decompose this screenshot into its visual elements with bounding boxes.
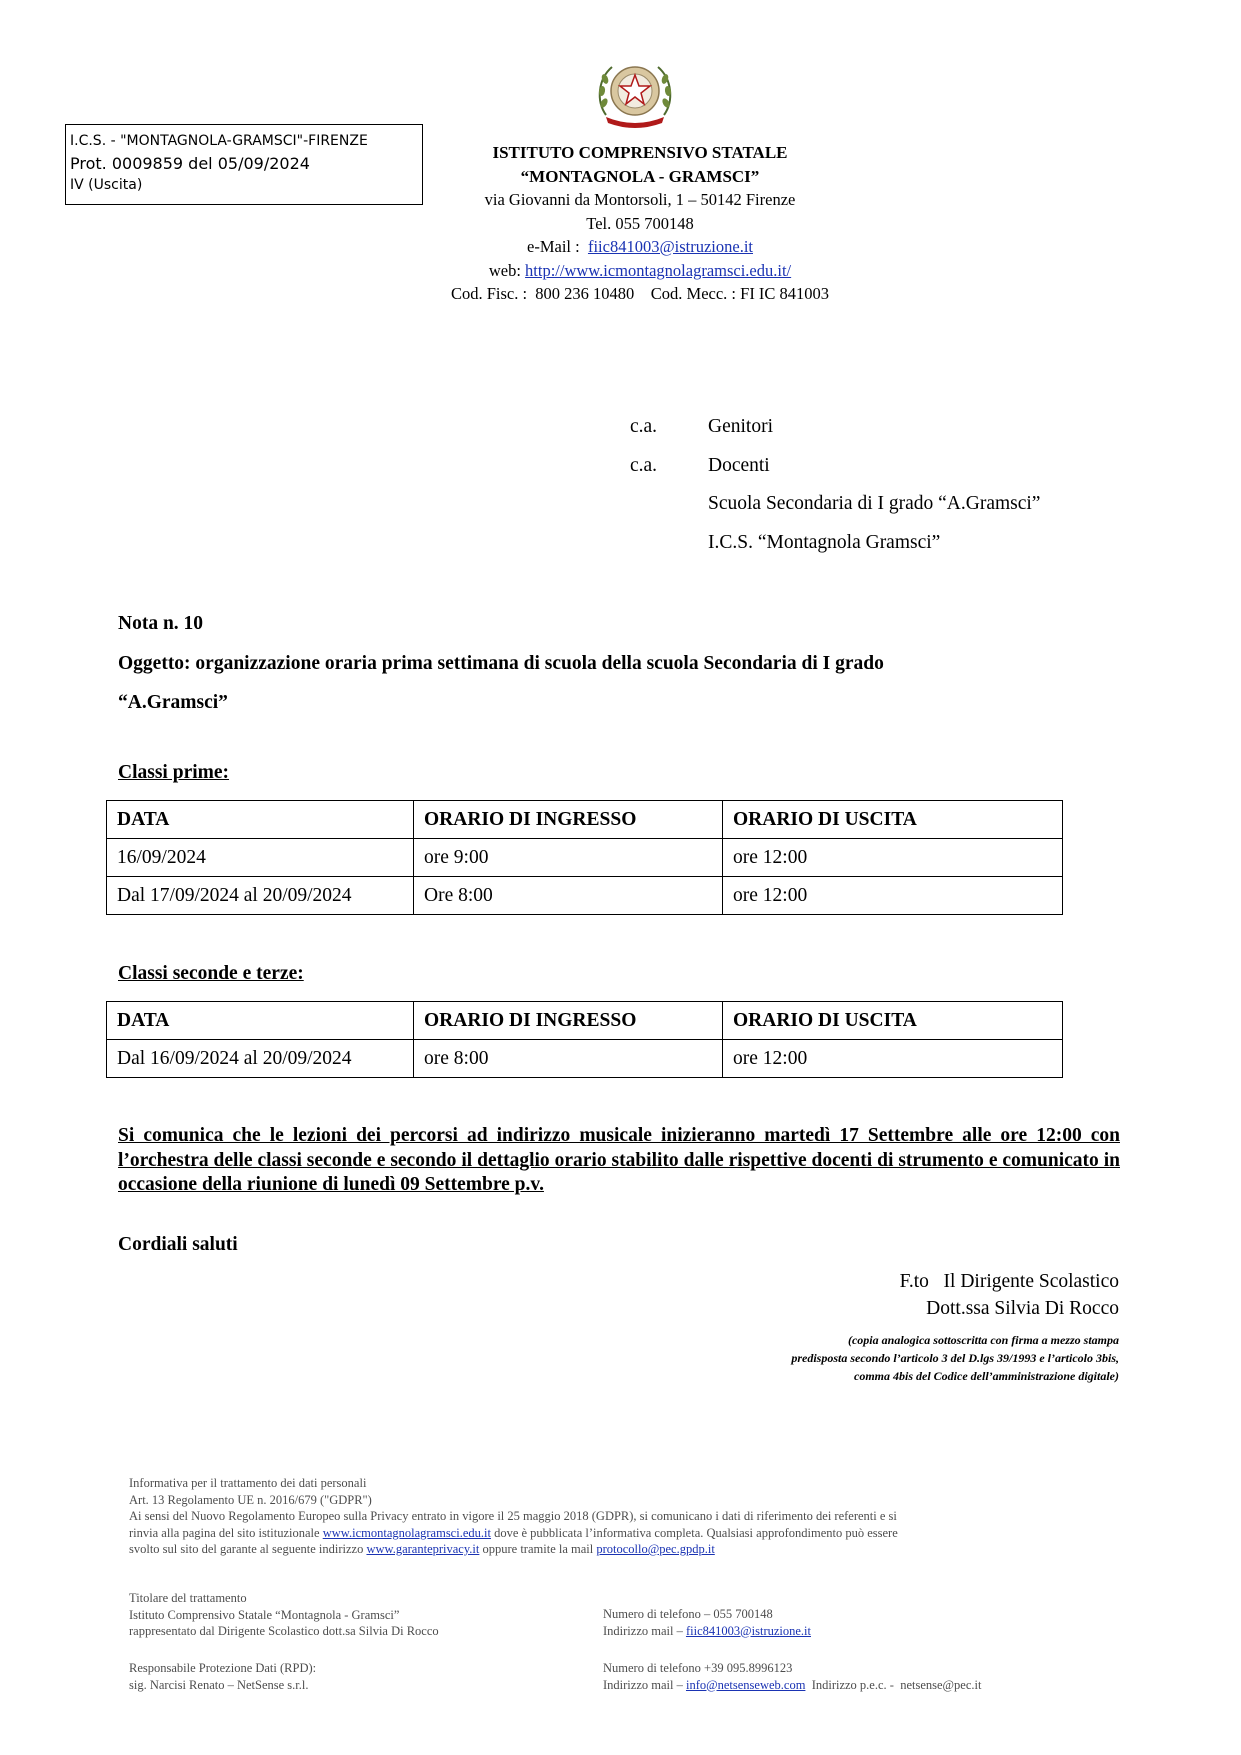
addressee-text: Scuola Secondaria di I grado “A.Gramsci” xyxy=(708,493,1041,514)
privacy-text-part: oppure tramite la mail xyxy=(479,1542,597,1556)
table-header-cell: ORARIO DI INGRESSO xyxy=(414,1002,723,1040)
schedule-table-classi-prime xyxy=(106,800,1063,915)
stamp-institute: I.C.S. - "MONTAGNOLA-GRAMSCI"-FIRENZE xyxy=(70,133,368,149)
table-row xyxy=(107,839,1063,877)
institution-header xyxy=(430,141,850,306)
mail-label: Indirizzo mail – xyxy=(603,1623,686,1638)
addressee-text: Docenti xyxy=(708,454,770,476)
stamp-protocol-number: Prot. 0009859 del 05/09/2024 xyxy=(70,154,310,173)
table-header-cell: ORARIO DI INGRESSO xyxy=(414,801,723,839)
privacy-titolare xyxy=(129,1590,629,1640)
section-title-classi-prime: Classi prime: xyxy=(118,762,230,783)
table-header-cell: ORARIO DI USCITA xyxy=(723,801,1063,839)
schedule-table-classi-seconde-terze xyxy=(106,1001,1063,1078)
institution-email-line xyxy=(430,235,850,259)
table-row xyxy=(107,877,1063,915)
privacy-text-part: rinvia alla pagina del sito istituzionale xyxy=(129,1525,323,1540)
rpd-mail xyxy=(603,1677,1163,1694)
addressee-prefix: c.a. xyxy=(630,416,658,437)
privacy-info xyxy=(129,1475,1129,1558)
rpd-pec: Indirizzo p.e.c. - netsense@pec.it xyxy=(805,1677,982,1692)
nota-number: Nota n. 10 xyxy=(118,613,204,634)
addressee-row xyxy=(630,524,1040,563)
privacy-regulation: Art. 13 Regolamento UE n. 2016/679 ("GDPR") xyxy=(129,1492,372,1507)
addressee-row xyxy=(630,408,1040,447)
addressee-text: I.C.S. “Montagnola Gramsci” xyxy=(708,531,941,553)
titolare-phone: Numero di telefono – 055 700148 xyxy=(603,1607,773,1621)
table-row xyxy=(107,1040,1063,1078)
signature-block xyxy=(900,1268,1119,1322)
table-cell: ore 12:00 xyxy=(723,839,1063,877)
table-cell: ore 12:00 xyxy=(723,877,1063,915)
privacy-rpd xyxy=(129,1660,609,1693)
legal-note-line: comma 4bis del Codice dell’amministrazione digitale) xyxy=(854,1369,1119,1383)
privacy-text xyxy=(129,1541,1129,1558)
institution-name: ISTITUTO COMPRENSIVO STATALE xyxy=(492,143,788,162)
garante-link[interactable]: www.garanteprivacy.it xyxy=(366,1542,480,1556)
privacy-site-link[interactable]: www.icmontagnolagramsci.edu.it xyxy=(322,1525,491,1540)
addressee-prefix xyxy=(630,485,708,524)
titolare-mail-link[interactable]: fiic841003@istruzione.it xyxy=(685,1623,811,1638)
institution-web-line xyxy=(430,259,850,283)
privacy-text-part: svolto sul sito del garante al seguente indirizzo xyxy=(129,1542,367,1556)
nota-block xyxy=(118,604,1118,723)
titolare-line: rappresentato dal Dirigente Scolastico dott.sa Silvia Di Rocco xyxy=(129,1624,439,1638)
rpd-mail-link[interactable]: info@netsenseweb.com xyxy=(685,1677,806,1692)
table-cell: ore 9:00 xyxy=(414,839,723,877)
privacy-text-part: dove è pubblicata l’informativa completa. Qualsiasi approfondimento può essere xyxy=(490,1525,898,1540)
legal-note-line: predisposta secondo l’articolo 3 del D.lgs 39/1993 e l’articolo 3bis, xyxy=(791,1351,1119,1365)
table-cell: ore 12:00 xyxy=(723,1040,1063,1078)
privacy-title: Informativa per il trattamento dei dati personali xyxy=(129,1476,367,1490)
legal-note-line: (copia analogica sottoscritta con firma a mezzo stampa xyxy=(847,1333,1119,1347)
institution-phone: Tel. 055 700148 xyxy=(586,213,694,233)
addressee-prefix xyxy=(630,524,708,563)
addressee-text: Genitori xyxy=(708,416,773,437)
closing-greeting: Cordiali saluti xyxy=(118,1234,238,1255)
table-header-cell: DATA xyxy=(107,801,414,839)
rpd-phone: Numero di telefono +39 095.8996123 xyxy=(603,1661,793,1675)
signature-legal-note xyxy=(659,1331,1119,1385)
institution-codes: Cod. Fisc. : 800 236 10480 Cod. Mecc. : FI IC 841003 xyxy=(450,284,830,303)
rpd-heading: Responsabile Protezione Dati (RPD): xyxy=(129,1661,317,1675)
table-cell: Dal 16/09/2024 al 20/09/2024 xyxy=(107,1040,414,1078)
mail-label: Indirizzo mail – xyxy=(603,1677,686,1692)
privacy-rpd-contacts xyxy=(603,1660,1163,1693)
music-lessons-notice: Si comunica che le lezioni dei percorsi ad indirizzo musicale inizieranno martedì 17 Settembre alle ore 12:00 con l’orchestra delle classi seconde e secondo il dettaglio orario stabilito dalle rispettive docenti di strumento e comunicato in occasione della riunione di lunedì 09 Settembre p.v. xyxy=(118,1125,1120,1195)
table-cell: 16/09/2024 xyxy=(107,839,414,877)
titolare-heading: Titolare del trattamento xyxy=(129,1591,247,1605)
table-cell: ore 8:00 xyxy=(414,1040,723,1078)
institution-email-link[interactable]: fiic841003@istruzione.it xyxy=(587,237,753,256)
privacy-text xyxy=(129,1525,1129,1542)
rpd-name: sig. Narcisi Renato – NetSense s.r.l. xyxy=(129,1677,309,1692)
titolare-line: Istituto Comprensivo Statale “Montagnola - Gramsci” xyxy=(129,1607,400,1622)
institution-address: via Giovanni da Montorsoli, 1 – 50142 Firenze xyxy=(484,190,796,209)
table-header-cell: ORARIO DI USCITA xyxy=(723,1002,1063,1040)
gpdp-mail-link[interactable]: protocollo@pec.gpdp.it xyxy=(596,1542,715,1556)
protocol-stamp xyxy=(65,124,423,205)
institution-web-link[interactable]: http://www.icmontagnolagramsci.edu.it/ xyxy=(525,260,792,280)
table-header-row xyxy=(107,801,1063,839)
table-cell: Ore 8:00 xyxy=(414,877,723,915)
institution-subname: “MONTAGNOLA - GRAMSCI” xyxy=(520,166,760,186)
addressees-block xyxy=(630,408,1040,562)
table-cell: Dal 17/09/2024 al 20/09/2024 xyxy=(107,877,414,915)
email-label: e-Mail : xyxy=(527,237,580,256)
nota-subject: Oggetto: organizzazione oraria prima settimana di scuola della scuola Secondaria di I grado xyxy=(118,652,884,674)
nota-subject-cont: “A.Gramsci” xyxy=(118,692,228,713)
italian-republic-emblem-icon xyxy=(592,57,678,129)
stamp-direction: IV (Uscita) xyxy=(70,177,143,193)
section-title-classi-seconde-terze: Classi seconde e terze: xyxy=(118,963,304,984)
signature-role: F.to Il Dirigente Scolastico xyxy=(899,1271,1119,1292)
privacy-titolare-contacts xyxy=(603,1606,1103,1639)
titolare-mail xyxy=(603,1623,1103,1640)
signature-name: Dott.ssa Silvia Di Rocco xyxy=(926,1298,1119,1319)
web-label: web: xyxy=(488,260,521,280)
addressee-row xyxy=(630,447,1040,486)
privacy-text: Ai sensi del Nuovo Regolamento Europeo sulla Privacy entrato in vigore il 25 maggio 2018 (GDPR), si comunicano i dati di riferimento dei referenti e si xyxy=(129,1509,897,1523)
table-header-row xyxy=(107,1002,1063,1040)
addressee-row xyxy=(630,485,1040,524)
table-header-cell: DATA xyxy=(107,1002,414,1040)
addressee-prefix: c.a. xyxy=(630,454,658,476)
